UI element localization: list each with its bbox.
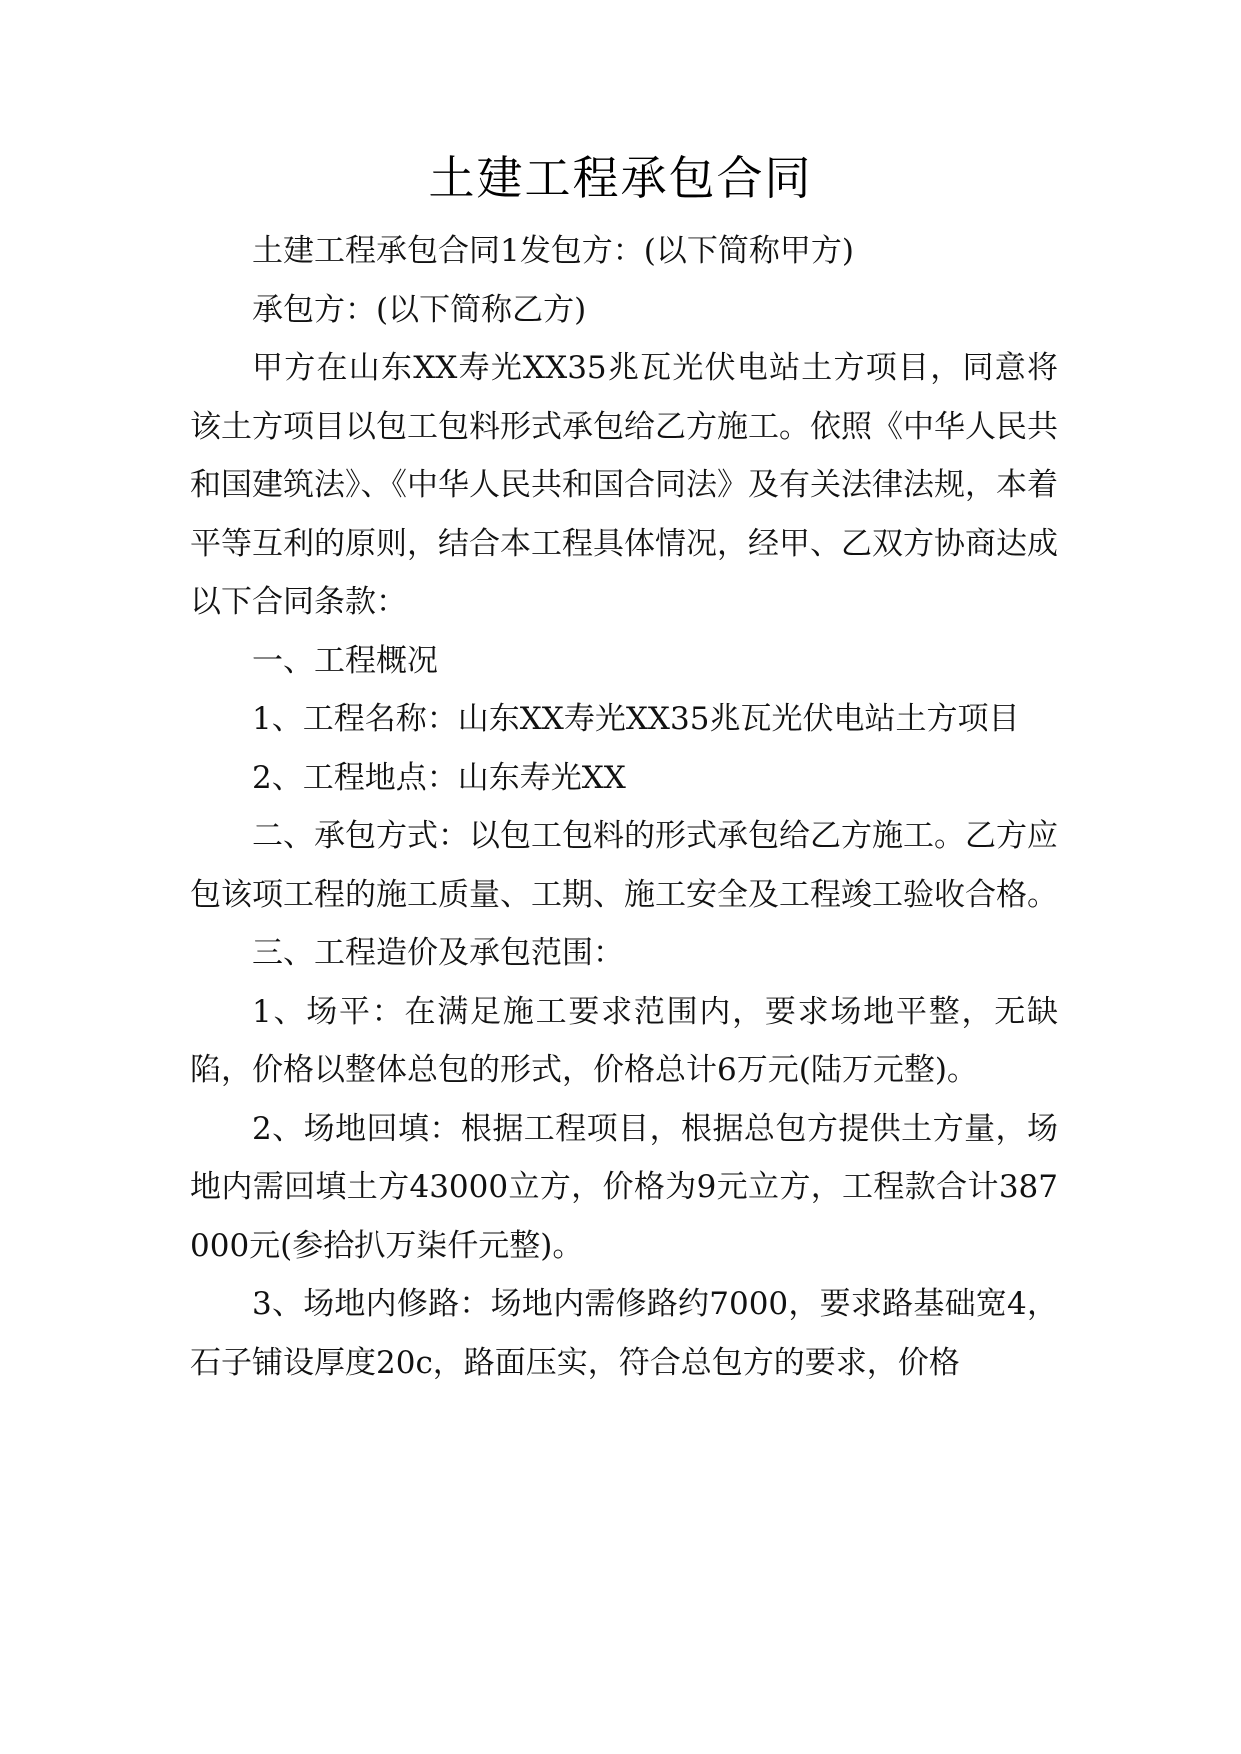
paragraph-preamble: 甲方在山东XX寿光XX35兆瓦光伏电站土方项目，同意将该土方项目以包工包料形式承包给乙方施工。依照《中华人民共和国建筑法》、《中华人民共和国合同法》及有关法律法规，本着平等互利的原则，结合本工程具体情况，经甲、乙双方协商达成以下合同条款： [190,350,1058,620]
paragraph-project-location: 2、工程地点：山东寿光XX [252,759,626,796]
paragraph-site-leveling: 1、场平：在满足施工要求范围内，要求场地平整，无缺陷，价格以整体总包的形式，价格总计6万元(陆万元整)。 [190,993,1058,1088]
document-body [190,222,1058,1392]
document-title: 土建工程承包合同 [428,151,813,205]
paragraph-contractor: 承包方：(以下简称乙方) [252,291,587,328]
paragraph-contract-method: 二、承包方式：以包工包料的形式承包给乙方施工。乙方应包该项工程的施工质量、工期、施工安全及工程竣工验收合格。 [190,818,1058,913]
paragraph-project-name: 1、工程名称：山东XX寿光XX35兆瓦光伏电站土方项目 [252,701,1020,737]
section-heading-cost-scope: 三、工程造价及承包范围： [252,935,624,971]
paragraph-backfill: 2、场地回填：根据工程项目，根据总包方提供土方量，场地内需回填土方43000立方，价格为9元立方，工程款合计387000元(参拾扒万柒仟元整)。 [190,1110,1058,1264]
paragraph-parties-intro: 土建工程承包合同1发包方：(以下简称甲方) [252,233,854,269]
paragraph-road-building: 3、场地内修路：场地内需修路约7000，要求路基础宽4，石子铺设厚度20c，路面压实，符合总包方的要求，价格 [190,1286,1058,1381]
section-heading-overview: 一、工程概况 [252,642,438,679]
